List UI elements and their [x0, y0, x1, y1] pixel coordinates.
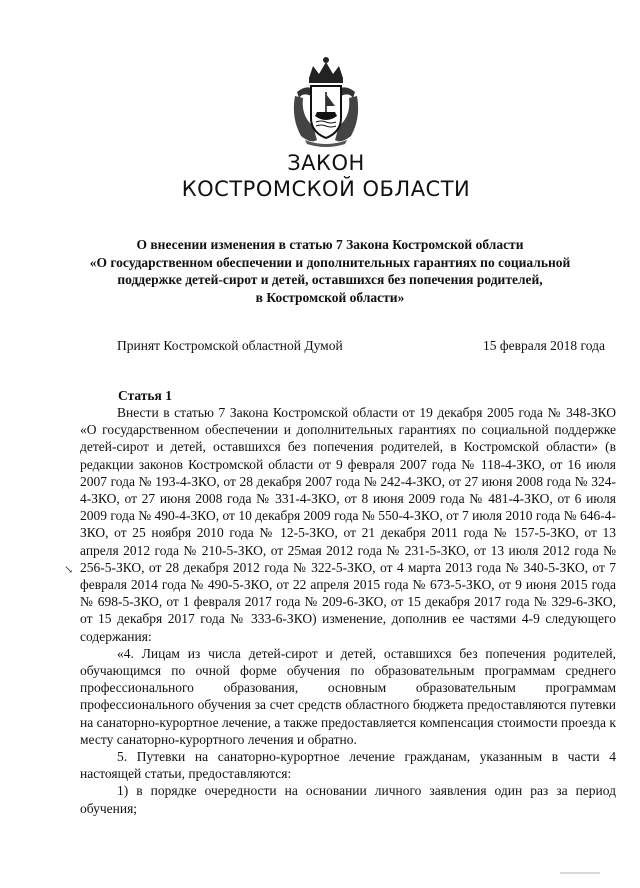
article-body	[80, 404, 616, 817]
subject-line: в Костромской области»	[255, 289, 405, 305]
coat-of-arms-emblem	[287, 56, 365, 148]
article-paragraph: 5. Путевки на санаторно-курортное лечение гражданам, указанным в части 4 настоящей статьи, предоставляются:	[80, 749, 616, 782]
article-heading: Статья 1	[118, 388, 172, 403]
scan-artifact	[560, 872, 600, 874]
law-title-line-1: ЗАКОН	[287, 151, 365, 175]
adopted-by-text: Принят Костромской областной Думой	[117, 338, 343, 353]
law-title-line-2: КОСТРОМСКОЙ ОБЛАСТИ	[181, 177, 471, 201]
article-paragraph: «4. Лицам из числа детей-сирот и детей, оставшихся без попечения родителей, обучающимся по очной форме обучения по образовательным программам среднего профессионального образования, основным образовательным программам профессионального обучения за счет средств областного бюджета предоставляются путевки на санаторно-курортное лечение, а также предоставляется компенсация стоимости проезда к месту санаторно-курортного лечения и обратно.	[80, 645, 616, 747]
adoption-date: 15 февраля 2018 года	[483, 338, 605, 353]
subject-line: О внесении изменения в статью 7 Закона Костромской области	[136, 237, 524, 252]
article-paragraph: Внести в статью 7 Закона Костромской области от 19 декабря 2005 года № 348-ЗКО «О государственном обеспечении и дополнительных гарантиях по социальной поддержке детей-сирот и детей, оставшихся без попечения родителей, в Костромской области» (в редакции законов Костромской области от 9 февраля 2007 года № 118-4-ЗКО, от 16 июля 2007 года № 193-4-ЗКО, от 28 декабря 2007 года № 242-4-ЗКО, от 27 июня 2008 года № 324-4-ЗКО, от 27 июня 2008 года № 331-4-ЗКО, от 8 июня 2009 года № 481-4-ЗКО, от 6 июля 2009 года № 490-4-ЗКО, от 10 декабря 2009 года № 550-4-ЗКО, от 7 июля 2010 года № 646-4-ЗКО, от 25 ноября 2010 года № 12-5-ЗКО, от 21 декабря 2011 года № 157-5-ЗКО, от 13 апреля 2012 года № 210-5-ЗКО, от 25мая 2012 года № 231-5-ЗКО, от 13 июля 2012 года № 256-5-ЗКО, от 28 декабря 2012 года № 322-5-ЗКО, от 4 марта 2013 года № 340-5-ЗКО, от 7 февраля 2014 года № 490-5-ЗКО, от 22 апреля 2015 года № 673-5-ЗКО, от 9 июня 2015 года № 698-5-ЗКО, от 1 февраля 2017 года № 209-6-ЗКО, от 15 декабря 2017 года № 329-6-ЗКО, от 15 декабря 2017 года № 333-6-ЗКО) изменение, дополнив ее частями 4-9 следующего содержания:	[80, 405, 616, 644]
subject-line: «О государственном обеспечении и дополнительных гарантиях по социальной	[89, 254, 571, 270]
subject-line: поддержке детей-сирот и детей, оставшихся без попечения родителей,	[117, 272, 543, 287]
margin-mark: ↘	[64, 564, 74, 576]
law-subject	[70, 236, 590, 306]
article-paragraph: 1) в порядке очередности на основании личного заявления один раз за период обучения;	[80, 783, 616, 816]
